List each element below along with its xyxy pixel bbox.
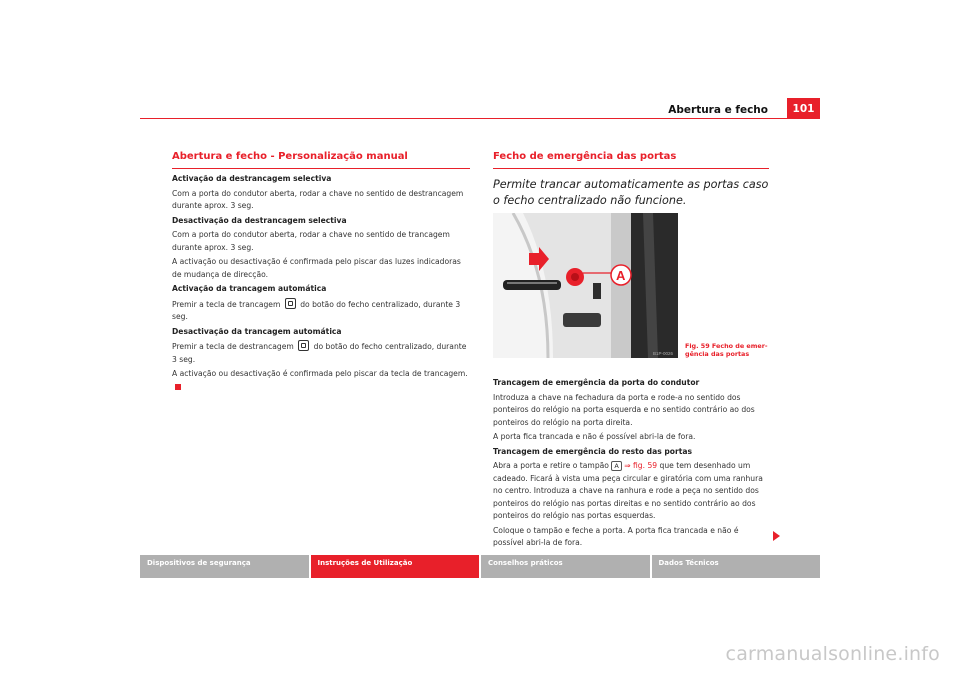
watermark: carmanualsonline.info [725, 643, 940, 665]
figure-caption: Fig. 59 Fecho de emer-gência das portas [685, 342, 768, 358]
page-number: 101 [787, 98, 820, 118]
paragraph: Com a porta do condutor aberta, rodar a chave no sentido de trancagem durante aprox. 3 seg. [172, 230, 450, 252]
paragraph-text: do botão do fecho centralizado, durante 3 seg. [172, 342, 467, 364]
header-rule [140, 118, 820, 119]
figure-link[interactable]: ⇒ fig. 59 [624, 461, 658, 470]
paragraph: Coloque o tampão e feche a porta. A porta fica trancada e não é possível abri-la de fora. [493, 525, 739, 547]
paragraph: A activação ou desactivação é confirmada pelo piscar das luzes indicadoras de mudança de direcção. [172, 257, 461, 279]
footer-tab-tips[interactable]: Conselhos práticos [481, 555, 650, 578]
subheading-driver-door: Trancagem de emergência da porta do condutor [493, 378, 700, 387]
paragraph: A porta fica trancada e não é possível abri-la de fora. [493, 432, 696, 441]
subheading-activation-auto: Activação da trancagem automática [172, 284, 327, 293]
lock-key-icon [285, 298, 296, 309]
footer-tab-technical[interactable]: Dados Técnicos [652, 555, 821, 578]
subheading-deactivation-auto: Desactivação da trancagem automática [172, 326, 342, 336]
paragraph [493, 460, 769, 523]
end-marker-icon [175, 384, 181, 390]
paragraph-text: do botão do fecho centralizado, durante 3 seg. [172, 299, 461, 321]
paragraph-text: Abra a porta e retire o tampão [493, 461, 609, 470]
paragraph-text: que tem desenhado um cadeado. Ficará à vista uma peça circular e giratória com uma ranhura no centro. Introduza a chave na ranhura e rode a peça no sentido dos ponteiros do relógio nas portas direitas e no sentido contrário ao dos ponteiros do relógio nas portas esquerdas. [493, 461, 763, 520]
paragraph [172, 368, 470, 393]
paragraph [172, 298, 470, 324]
paragraph-text: A activação ou desactivação é confirmada pelo piscar da tecla de trancagem. [172, 369, 468, 378]
unlock-key-icon [298, 340, 309, 351]
reference-a-badge: A [611, 461, 621, 471]
section-intro: Permite trancar automaticamente as portas caso o fecho centralizado não funcione. [493, 178, 769, 207]
figure-label-a: A [616, 268, 626, 283]
figure-code: B1P-0026 [653, 351, 674, 356]
subheading-other-doors: Trancagem de emergência do resto das portas [493, 446, 693, 456]
footer-tab-instructions[interactable]: Instruções de Utilização [311, 555, 480, 578]
door-lock-illustration [493, 213, 678, 358]
paragraph: Com a porta do condutor aberta, rodar a chave no sentido de destrancagem durante aprox. 3 seg. [172, 188, 464, 210]
left-column [172, 150, 470, 395]
right-column-body [493, 377, 769, 552]
header-title: Abertura e fecho [668, 104, 768, 116]
paragraph [172, 340, 470, 366]
footer-tab-safety[interactable]: Dispositivos de segurança [140, 555, 309, 578]
paragraph-text: Premir a tecla de trancagem [172, 299, 281, 309]
section-title-personalization: Abertura e fecho - Personalização manual [172, 150, 470, 169]
next-page-arrow-icon[interactable] [773, 531, 780, 541]
section-title-emergency: Fecho de emergência das portas [493, 150, 769, 169]
footer-nav [140, 555, 820, 578]
subheading-activation-selective: Activação da destrancagem selectiva [172, 174, 332, 183]
subheading-deactivation-selective: Desactivação da destrancagem selectiva [172, 215, 347, 225]
paragraph-text: Premir a tecla de destrancagem [172, 342, 294, 351]
figure-door-lock [493, 213, 678, 358]
right-column [493, 150, 769, 215]
paragraph: Introduza a chave na fechadura da porta e rode-a no sentido dos ponteiros do relógio na porta esquerda e no sentido contrário ao dos ponteiros do relógio na porta direita. [493, 392, 755, 427]
